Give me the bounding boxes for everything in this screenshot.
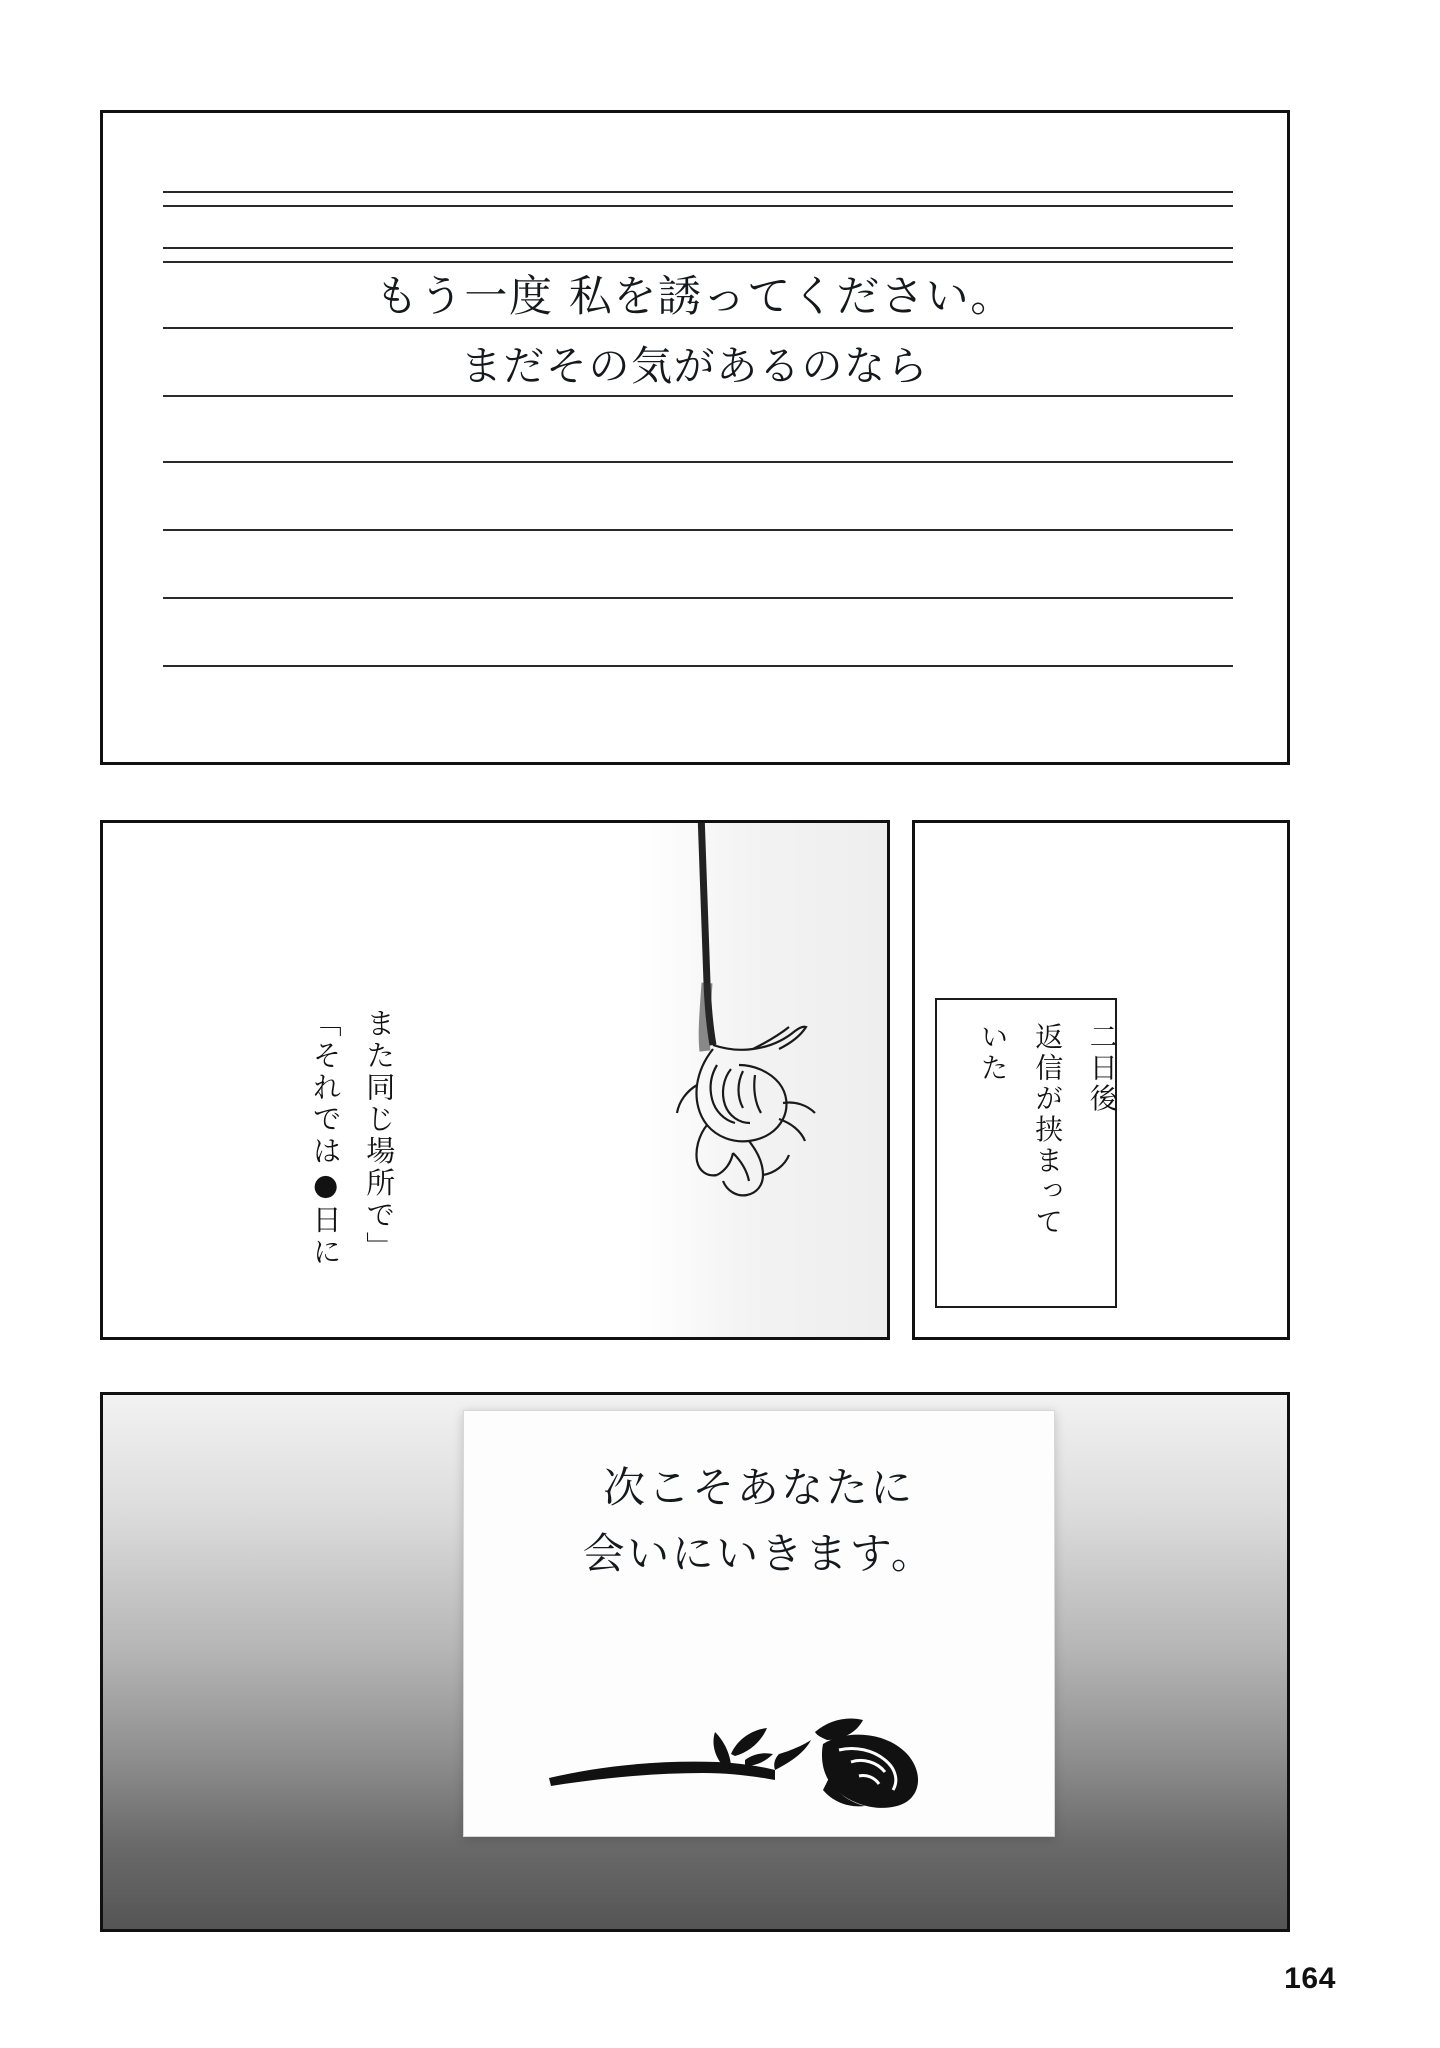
card-handwriting <box>464 1455 1054 1588</box>
letter-rule-line <box>163 247 1233 249</box>
narration-line-2: 返信が挟まって <box>1031 1022 1065 1238</box>
narration-line-1: 二日後 <box>1085 1022 1119 1115</box>
narration-box <box>935 998 1117 1308</box>
letter-rule-line <box>163 529 1233 531</box>
card-panel <box>100 1392 1290 1932</box>
card-line-2: 会いにいきます。 <box>582 1529 936 1579</box>
letter-rule-line <box>163 665 1233 667</box>
rose-panel-dialogue <box>298 1008 405 1308</box>
letter-rule-line <box>163 461 1233 463</box>
letter-rule-line <box>163 191 1233 193</box>
rose-dialogue-line-1: 「それでは●日に <box>308 1008 343 1269</box>
letter-line-1: もう一度 私を誘ってください。 <box>375 272 1015 322</box>
narration-line-3: いた <box>976 1022 1010 1084</box>
card-line-1: 次こそあなたに <box>603 1463 915 1512</box>
page-number: 164 <box>1284 1962 1336 1995</box>
wilted-rose-icon <box>613 820 873 1263</box>
letter-line-2: まだその気があるのなら <box>460 341 930 390</box>
rose-panel <box>100 820 890 1340</box>
message-card <box>463 1410 1055 1837</box>
letter-handwriting <box>103 263 1287 399</box>
narration-text <box>965 1022 1129 1282</box>
letter-rule-line <box>163 205 1233 207</box>
letter-rule-line <box>163 597 1233 599</box>
letter-panel <box>100 110 1290 765</box>
narration-panel <box>912 820 1290 1340</box>
rose-dialogue-line-2: また同じ場所で」 <box>362 1008 397 1264</box>
rose-silhouette-icon <box>539 1694 969 1814</box>
